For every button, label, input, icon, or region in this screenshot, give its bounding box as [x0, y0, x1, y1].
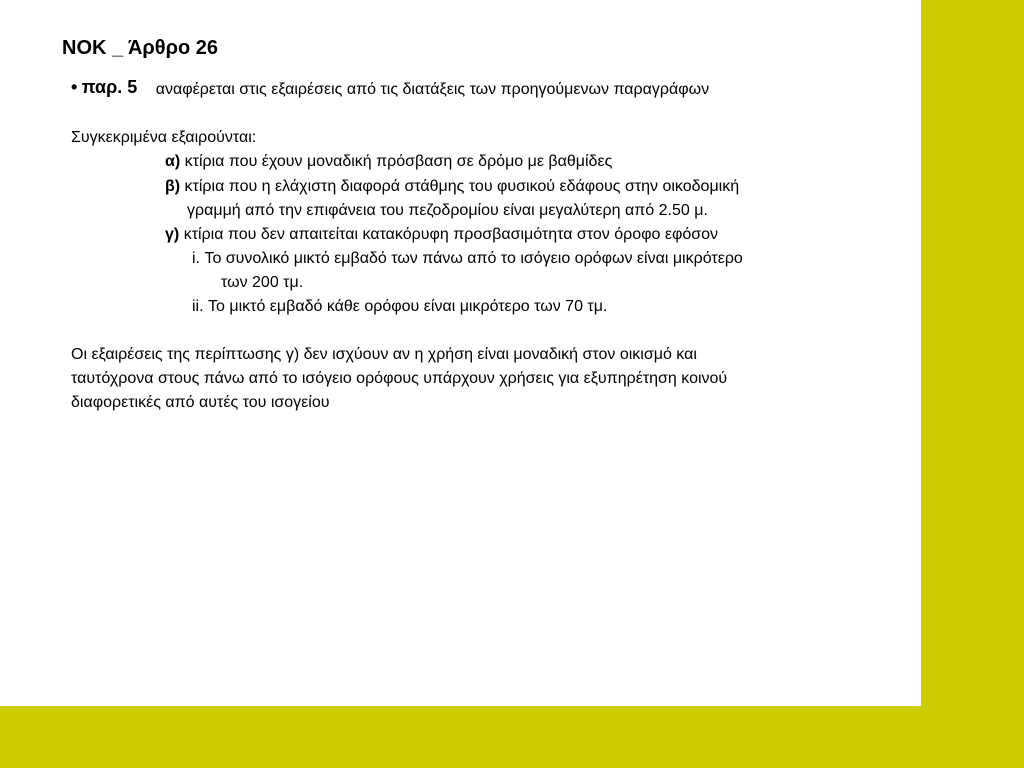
- item-text: κτίρια που η ελάχιστη διαφορά στάθμης του φυσικού εδάφους στην οικοδομική: [184, 178, 740, 195]
- item-label: γ): [165, 226, 180, 243]
- intro-text: Συγκεκριμένα εξαιρούνται:: [71, 129, 257, 146]
- accent-band-right: [921, 0, 1024, 768]
- closing-line-1: Οι εξαιρέσεις της περίπτωσης γ) δεν ισχύουν αν η χρήση είναι μοναδική στον οικισμό και: [71, 346, 697, 363]
- subitem-i: i. Το συνολικό μικτό εμβαδό των πάνω από το ισόγειο ορόφων είναι μικρότερο: [192, 250, 743, 267]
- item-text: κτίρια που έχουν μοναδική πρόσβαση σε δρόμο με βαθμίδες: [184, 153, 613, 170]
- exception-item-b-continuation: γραμμή από την επιφάνεια του πεζοδρομίου είναι μεγαλύτερη από 2.50 μ.: [187, 202, 708, 219]
- slide-title: ΝΟΚ _ Άρθρο 26: [62, 37, 218, 59]
- subitem-i-continuation: των 200 τμ.: [221, 274, 304, 291]
- bullet-mark: •: [71, 77, 78, 97]
- item-text: κτίρια που δεν απαιτείται κατακόρυφη προσβασιμότητα στον όροφο εφόσον: [183, 226, 718, 243]
- exception-item-c: [165, 225, 718, 245]
- accent-band-bottom: [0, 706, 1024, 768]
- item-label: β): [165, 178, 181, 195]
- item-label: α): [165, 153, 181, 170]
- bullet-paragraph-5: [71, 77, 710, 98]
- exception-item-a: [165, 152, 612, 172]
- subitem-ii: ii. Το μικτό εμβαδό κάθε ορόφου είναι μικρότερο των 70 τμ.: [192, 298, 608, 315]
- paragraph-description: αναφέρεται στις εξαιρέσεις από τις διατάξεις των προηγούμενων παραγράφων: [155, 81, 710, 98]
- closing-line-3: διαφορετικές από αυτές του ισογείου: [71, 394, 330, 411]
- exception-item-b: [165, 177, 739, 197]
- paragraph-label: παρ. 5: [81, 77, 138, 97]
- closing-line-2: ταυτόχρονα στους πάνω από το ισόγειο ορόφους υπάρχουν χρήσεις για εξυπηρέτηση κοινού: [71, 370, 728, 387]
